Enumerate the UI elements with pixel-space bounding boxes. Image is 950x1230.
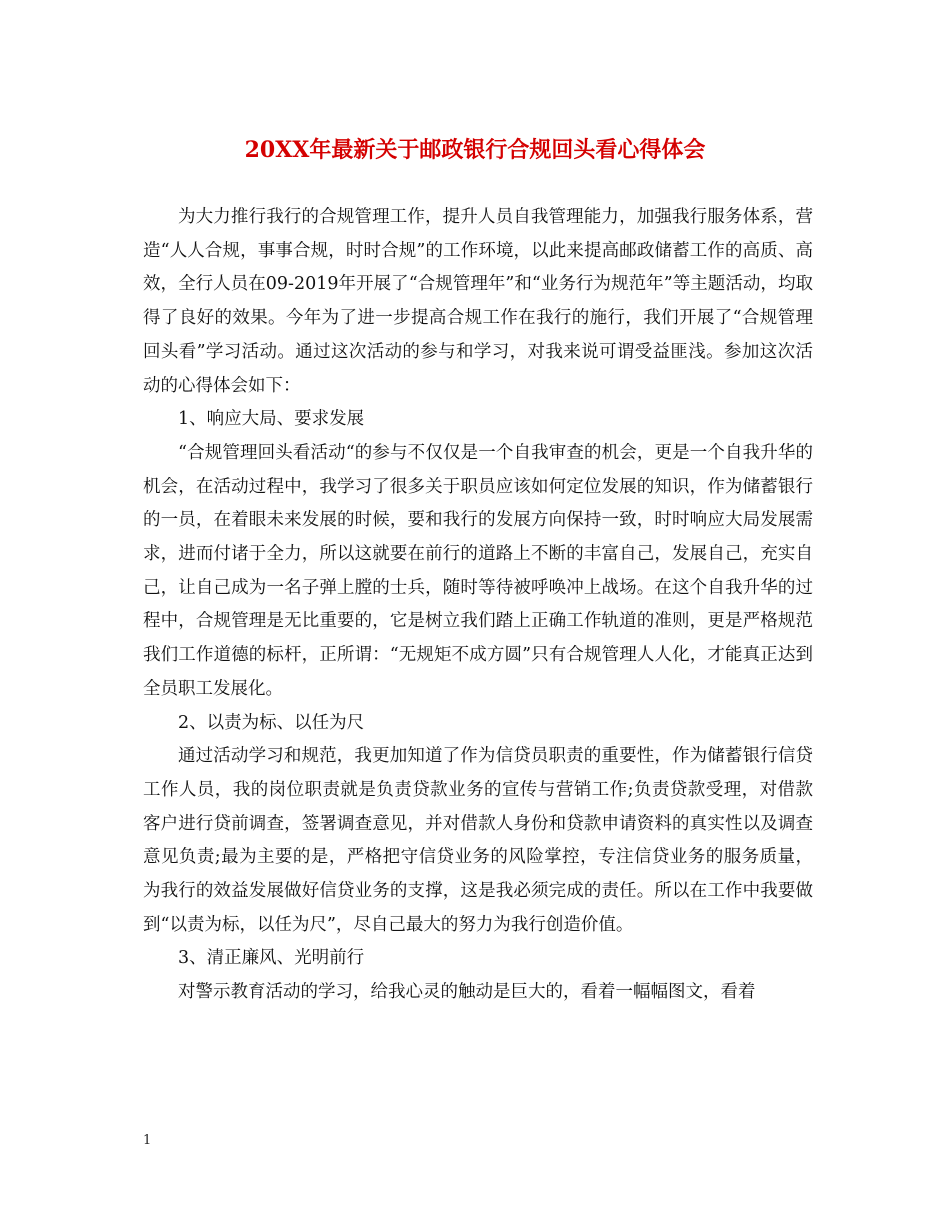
paragraph-section-3: 对警示教育活动的学习，给我心灵的触动是巨大的，看着一幅幅图文，看着 [178, 982, 756, 1003]
document-body [143, 201, 813, 1010]
section-heading-1: 1、响应大局、要求发展 [178, 409, 365, 430]
paragraph-section-1: “合规管理回头看活动“的参与不仅仅是一个自我审查的机会，更是一个自我升华的机会，在活动过程中，我学习了很多关于职员应该如何定位发展的知识，作为储蓄银行的一员，在着眼未来发展的时候，要和我行的发展方向保持一致，时时响应大局发展需求，进而付诸于全力，所以这就要在前行的道路上不断的丰富自己，发展自己，充实自己，让自己成为一名子弹上膛的士兵，随时等待被呼唤冲上战场。在这个自我升华的过程中，合规管理是无比重要的，它是树立我们踏上正确工作轨道的准则，更是严格规范我们工作道德的标杆，正所谓：“无规矩不成方圆”只有合规管理人人化，才能真正达到全员职工发展化。 [143, 442, 813, 699]
section-heading-3: 3、清正廉风、光明前行 [178, 948, 365, 969]
document-title: 20XX年最新关于邮政银行合规回头看心得体会 [244, 137, 706, 163]
paragraph-section-2: 通过活动学习和规范，我更加知道了作为信贷员职责的重要性，作为储蓄银行信贷工作人员，我的岗位职责就是负责贷款业务的宣传与营销工作;负责贷款受理，对借款客户进行贷前调查，签署调查意见，并对借款人身份和贷款申请资料的真实性以及调查意见负责;最为主要的是，严格把守信贷业务的风险掌控，专注信贷业务的服务质量，为我行的效益发展做好信贷业务的支撑，这是我必须完成的责任。所以在工作中我要做到“以责为标，以任为尺”，尽自己最大的努力为我行创造价值。 [143, 746, 813, 935]
paragraph-intro: 为大力推行我行的合规管理工作，提升人员自我管理能力，加强我行服务体系，营造“人人合规，事事合规，时时合规”的工作环境，以此来提高邮政储蓄工作的高质、高效，全行人员在09-2019年开展了“合规管理年”和“业务行为规范年”等主题活动，均取得了良好的效果。今年为了进一步提高合规工作在我行的施行，我们开展了“合规管理回头看”学习活动。通过这次活动的参与和学习，对我来说可谓受益匪浅。参加这次活动的心得体会如下： [143, 207, 813, 396]
page-number: 1 [143, 1133, 152, 1148]
section-heading-2: 2、以责为标、以任为尺 [178, 712, 365, 733]
